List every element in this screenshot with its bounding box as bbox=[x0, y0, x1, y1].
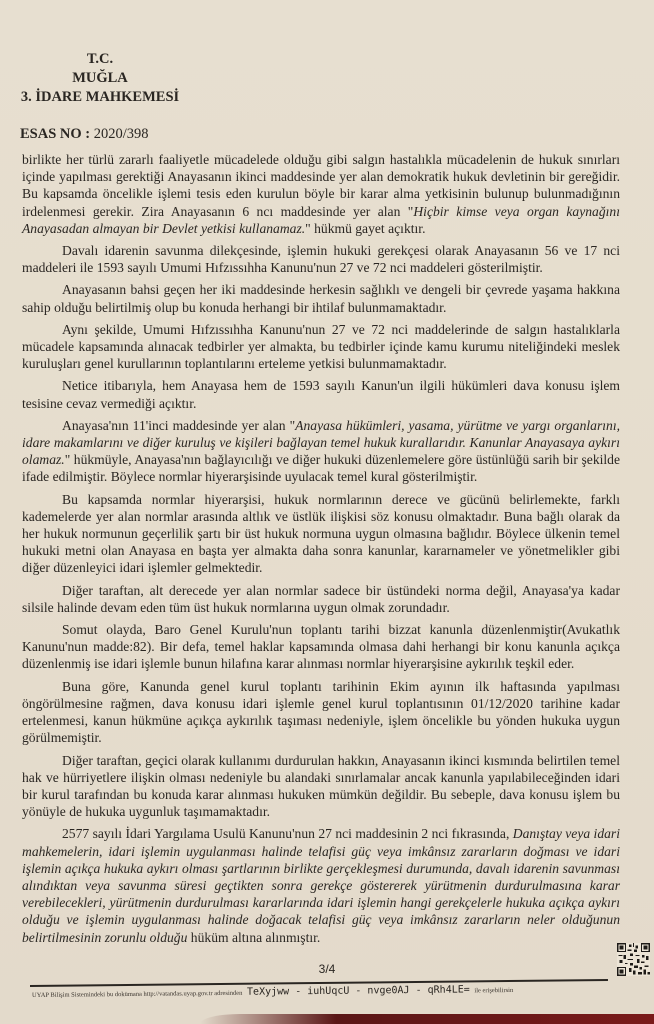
paragraph-text: Bu kapsamda normlar hiyerarşisi, hukuk normlarının derece ve gücünü belirlemekte, farklı kademelerde yer alan normlar arasında altlık ve üstlük ilişkisi söz konusu olmaktadır. Buna bağlı olarak da her hukuk normunun geçerlilik şartı bir üst hukuk normuna uygun olmasına bağlıdır. Böylece ülkenin temel hukuki metni olan Anayasa en başta yer almakta daha sonra kanunlar, kararnameler ve yönetmelikler gibi diğer düzenleyici idari işlemler gelmektedir. bbox=[22, 491, 620, 576]
case-number bbox=[20, 126, 149, 143]
page-number: 3/4 bbox=[318, 962, 336, 976]
footer-prefix: UYAP Bilişim Sistemindeki bu dokümana http://vatandas.uyap.gov.tr adresinden bbox=[31, 989, 243, 999]
header-tc: T.C. bbox=[86, 51, 114, 67]
paragraph bbox=[22, 491, 620, 577]
paragraph-text: Diğer taraftan, geçici olarak kullanımı durdurulan hakkın, Anayasanın ikinci kısmında belirtilen temel hak ve hürriyetlere ilişkin olması nedeniyle bu alandaki sınırlamalar ancak kanunla yapılabileceğinden idari bir kurul tarafından bu konuda karar alınması hukuken mümkün değildir. Bu sebeple, dava konusu işlem bu yönüyle de hukuka uygunluk taşımamaktadır. bbox=[22, 752, 620, 820]
paragraph bbox=[22, 242, 620, 276]
paragraph bbox=[22, 321, 620, 373]
paragraph-text: birlikte her türlü zararlı faaliyetle mücadelede olduğu gibi salgın hastalıkla mücadelenin de hukuk sınırları içinde yapılması gerektiği Anayasanın ikinci maddesinde yer alan demokratik hukuk devletinin bir gereğidir. Bu kapsamda öncelikle işlemi tesis eden kurulun böyle bir karar alma yetkisinin bulunup bulunmadığının irdelenmesi gerekir. Zira Anayasanın 6 ncı maddesinde yer alan " bbox=[22, 152, 620, 219]
footer-suffix: ile erişebilirsin bbox=[474, 986, 514, 995]
paragraph bbox=[22, 281, 620, 315]
paragraph-text: Netice itibarıyla, hem Anayasa hem de 1593 sayılı Kanun'un ilgili hükümleri dava konusu işlem tesisine cevaz vermediği açıktır. bbox=[22, 378, 620, 411]
paragraph bbox=[22, 582, 620, 616]
case-number-value: 2020/398 bbox=[93, 126, 149, 142]
paragraph bbox=[22, 417, 620, 486]
paragraph bbox=[22, 151, 620, 237]
paragraph-text: Anayasanın bahsi geçen her iki maddesinde herkesin sağlıklı ve dengeli bir çevrede yaşama hakkına sahip olduğu belirtilmiş olup bu konuda herhangi bir ihtilaf bulunmamaktadır. bbox=[22, 282, 620, 315]
paragraph-text: Anayasa'nın 11'inci maddesinde yer alan " bbox=[62, 417, 296, 433]
paragraph bbox=[22, 678, 620, 747]
paragraph-text: Aynı şekilde, Umumi Hıfzıssıhha Kanunu'nun 27 ve 72 nci maddelerinde de salgın hastalıklarla mücadele kapsamında alınacak tedbirler yer almakta, bu tedbirler içinde kamu kurumu niteliğindeki meslek kuruluşları genel kurullarının toplantılarını erteleme yetkisi bulunmamaktadır. bbox=[22, 321, 620, 372]
page-edge-shadow bbox=[200, 1014, 654, 1024]
paragraph-text: 2577 sayılı İdari Yargılama Usulü Kanunu'nun 27 nci maddesinin 2 nci fıkrasında, bbox=[62, 826, 513, 842]
paragraph-text: Buna göre, Kanunda genel kurul toplantı tarihinin Ekim ayının ilk haftasında yapılması öngörülmesine rağmen, dava konusu idari işlemle genel kurul toplantısının 01/12/2020 tarihine kadar ertelenmesi, kanun hükmüne açıkça aykırılık taşıması nedeniyle, işlem öncelikle bu yönden hukuka uygun görülmemiştir. bbox=[22, 678, 620, 746]
paragraph-text: Diğer taraftan, alt derecede yer alan normlar sadece bir üstündeki norma değil, Anayasa'ya kadar silsile halinde devam eden tüm üst hukuk normlarına uygun olmak zorundadır. bbox=[22, 582, 620, 615]
quoted-provision: Hiçbir kimse veya organ kaynağını Anayasadan almayan bir Devlet yetkisi kullanamaz. bbox=[22, 203, 620, 236]
paragraph-text: " hükmüyle, Anayasa'nın bağlayıcılığı ve diğer hukuki düzenlemelere göre üstünlüğü sarih bir şekilde ifade edilmiştir. Böylece normlar hiyerarşisinde uyulacak temel kural gösterilmiştir. bbox=[22, 452, 620, 485]
header-court: 3. İDARE MAHKEMESİ bbox=[20, 89, 180, 105]
court-header bbox=[20, 50, 180, 107]
verification-code: TeXyjww - iuhUqcU - nvge0AJ - qRh4LE= bbox=[246, 984, 470, 998]
paragraph-text: " hükmü gayet açıktır. bbox=[305, 220, 426, 236]
paragraph bbox=[22, 621, 620, 673]
paragraph bbox=[22, 825, 620, 945]
paragraph-text: Davalı idarenin savunma dilekçesinde, işlemin hukuki gerekçesi olarak Anayasanın 56 ve 17 nci maddeleri ile 1593 sayılı Umumi Hıfzıssıhha Kanunu'nun 27 ve 72 nci maddeleri gösterilmiştir. bbox=[22, 243, 620, 276]
qr-code-icon[interactable] bbox=[617, 943, 650, 976]
quoted-provision: Anayasa hükümleri, yasama, yürütme ve yargı organlarını, idare makamlarını ve diğer kuruluş ve kişileri bağlayan temel hukuk kurallarıdır. Kanunlar Anayasaya aykırı olamaz. bbox=[22, 417, 620, 468]
paragraph bbox=[22, 752, 620, 821]
case-number-label: ESAS NO : bbox=[20, 126, 91, 142]
paragraph-text: Somut olayda, Baro Genel Kurulu'nun toplantı tarihi bizzat kanunla düzenlenmiştir(Avukatlık Kanunu'nun madde:82). Bir defa, temel haklar kapsamında olmasa dahi herhangi bir konu kanunla açıkça düzenlenmiş ise idari işlemle bunun hilafına karar alınması normlar hiyerarşisine aykırılık teşkil eder. bbox=[22, 622, 620, 672]
quoted-provision: Danıştay veya idari mahkemelerin, idari işlemin uygulanması halinde telafisi güç veya imkânsız zararların doğması ve idari işlemin açıkça hukuka aykırı olması şartlarının birlikte gerçekleşmesi durumunda, davalı idarenin savunması alındıktan veya savunma süresi geçtikten sonra gerekçe göstererek yürütmenin durdurulmasına karar verebilecekleri, yürütmenin durdurulması kararlarında idari işlemin hangi gerekçelerle hukuka açıkça aykırı olduğu ve işlemin uygulanması halinde doğacak telafisi güç veya imkânsız zararların neler olduğunun belirtilmesinin zorunlu olduğu bbox=[22, 826, 620, 945]
paragraph bbox=[22, 377, 620, 411]
header-city: MUĞLA bbox=[72, 70, 128, 86]
document-body bbox=[22, 151, 620, 951]
paragraph-text: hüküm altına alınmıştır. bbox=[187, 929, 321, 945]
